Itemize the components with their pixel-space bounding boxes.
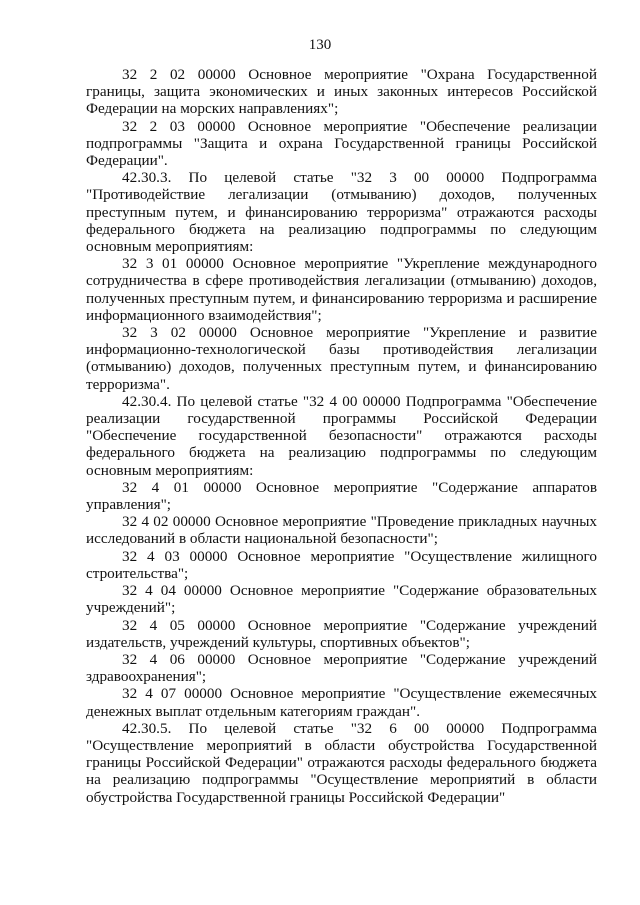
paragraph: 32 4 02 00000 Основное мероприятие "Проведение прикладных научных исследований в области национальной безопасности"; (86, 513, 597, 548)
paragraph: 42.30.3. По целевой статье "32 3 00 00000 Подпрограмма "Противодействие легализации (отмыванию) доходов, полученных преступным путем, и финансированию терроризма" отражаются расходы федерального бюджета на реализацию подпрограммы по следующим основным мероприятиям: (86, 169, 597, 256)
paragraph: 32 4 06 00000 Основное мероприятие "Содержание учреждений здравоохранения"; (86, 650, 597, 686)
paragraph: 32 4 05 00000 Основное мероприятие "Содержание учреждений издательств, учреждений культуры, спортивных объектов"; (86, 616, 597, 651)
paragraph: 42.30.5. По целевой статье "32 6 00 00000 Подпрограмма "Осуществление мероприятий в области обустройства Государственной границы Российской Федерации" отражаются расходы федерального бюджета на реализацию подпрограммы "Осуществление мероприятий в области обустройства Государственной границы Российской Федерации" (86, 719, 597, 806)
paragraph: 32 2 02 00000 Основное мероприятие "Охрана Государственной границы, защита экономических и иных законных интересов Российской Федерации на морских направлениях"; (86, 66, 597, 118)
paragraph: 42.30.4. По целевой статье "32 4 00 00000 Подпрограмма "Обеспечение реализации государственной программы Российской Федерации "Обеспечение государственной безопасности" отражаются расходы федерального бюджета на реализацию подпрограммы по следующим основным мероприятиям: (86, 392, 597, 479)
document-body (86, 66, 597, 806)
paragraph: 32 4 07 00000 Основное мероприятие "Осуществление ежемесячных денежных выплат отдельным категориям граждан". (86, 685, 597, 720)
paragraph: 32 4 03 00000 Основное мероприятие "Осуществление жилищного строительства"; (86, 547, 597, 582)
paragraph: 32 4 04 00000 Основное мероприятие "Содержание образовательных учреждений"; (86, 582, 597, 617)
paragraph: 32 3 02 00000 Основное мероприятие "Укрепление и развитие информационно-технологической базы противодействия легализации (отмыванию) доходов, полученных преступным путем, и финансированию терроризма". (86, 324, 597, 393)
paragraph: 32 4 01 00000 Основное мероприятие "Содержание аппаратов управления"; (86, 478, 597, 514)
page-number: 130 (308, 37, 332, 53)
paragraph: 32 3 01 00000 Основное мероприятие "Укрепление международного сотрудничества в сфере противодействия легализации (отмыванию) доходов, полученных преступным путем, и финансированию терроризма и расширение информационного взаимодействия"; (86, 255, 597, 324)
paragraph: 32 2 03 00000 Основное мероприятие "Обеспечение реализации подпрограммы "Защита и охрана Государственной границы Российской Федерации". (86, 117, 597, 170)
